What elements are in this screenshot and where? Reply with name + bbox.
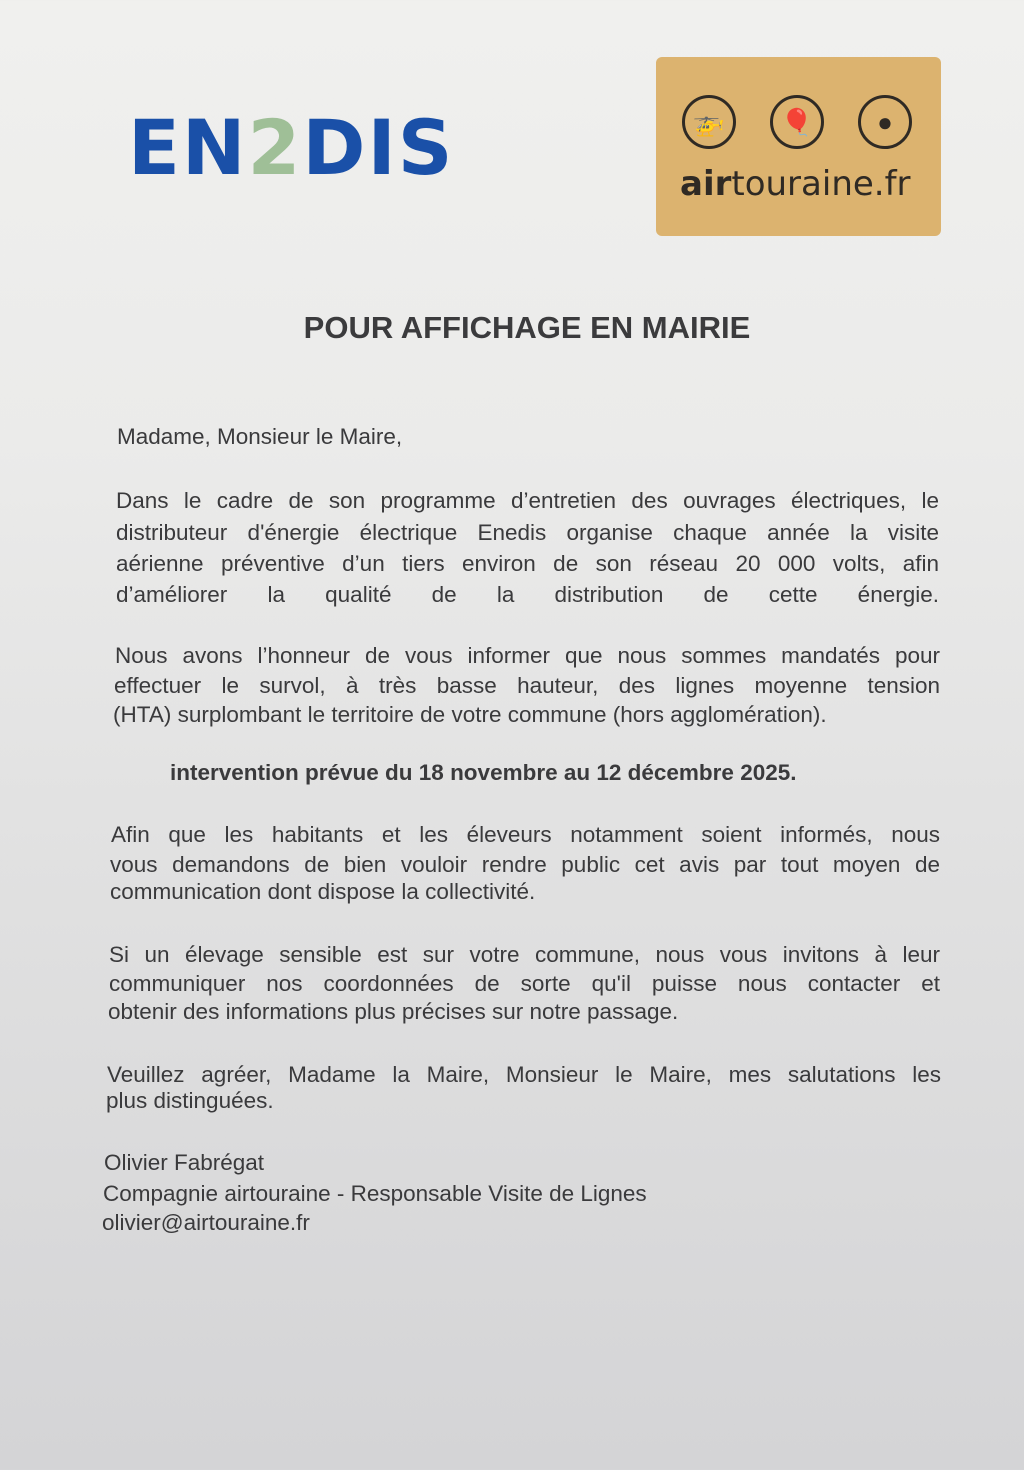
page-title: POUR AFFICHAGE EN MAIRIE	[303, 310, 751, 345]
text-line: d’améliorer la qualité de la distribution de cette énergie.	[116, 582, 939, 607]
balloon-icon: 🎈	[770, 95, 824, 149]
intervention-dates: intervention prévue du 18 novembre au 12 décembre 2025.	[170, 760, 797, 785]
text-line: Veuillez agréer, Madame la Maire, Monsieur le Maire, mes salutations les	[107, 1062, 941, 1087]
text-line: effectuer le survol, à très basse hauteur, des lignes moyenne tension	[114, 673, 940, 698]
signature-role: Compagnie airtouraine - Responsable Visite de Lignes	[103, 1181, 647, 1206]
helicopter-icon: 🚁	[682, 95, 736, 149]
text-line: Afin que les habitants et les éleveurs notamment soient informés, nous	[111, 822, 940, 847]
text-line: obtenir des informations plus précises sur notre passage.	[108, 999, 679, 1024]
text-line: distributeur d'énergie électrique Enedis organise chaque année la visite	[116, 520, 939, 545]
text-line: communiquer nos coordonnées de sorte qu'il puisse nous contacter et	[109, 971, 940, 996]
salutation: Madame, Monsieur le Maire,	[117, 424, 403, 449]
text-line: Dans le cadre de son programme d’entretien des ouvrages électriques, le	[116, 488, 939, 513]
signature-email[interactable]: olivier@airtouraine.fr	[102, 1210, 310, 1235]
airship-icon: ●	[858, 95, 912, 149]
airtouraine-logo	[656, 57, 941, 236]
text-line: Si un élevage sensible est sur votre commune, nous vous invitons à leur	[109, 942, 940, 967]
text-line: communication dont dispose la collectivité.	[110, 879, 536, 904]
text-line: plus distinguées.	[106, 1088, 274, 1113]
text-line: aérienne préventive d’un tiers environ de son réseau 20 000 volts, afin	[116, 551, 939, 576]
enedis-logo: EN2DIS	[128, 103, 455, 192]
text-line: Nous avons l’honneur de vous informer que nous sommes mandatés pour	[115, 643, 940, 668]
airtouraine-wordmark: airtouraine.fr	[680, 164, 911, 204]
signature-name: Olivier Fabrégat	[104, 1150, 265, 1175]
text-line: (HTA) surplombant le territoire de votre commune (hors agglomération).	[113, 702, 827, 727]
text-line: vous demandons de bien vouloir rendre public cet avis par tout moyen de	[110, 852, 940, 877]
